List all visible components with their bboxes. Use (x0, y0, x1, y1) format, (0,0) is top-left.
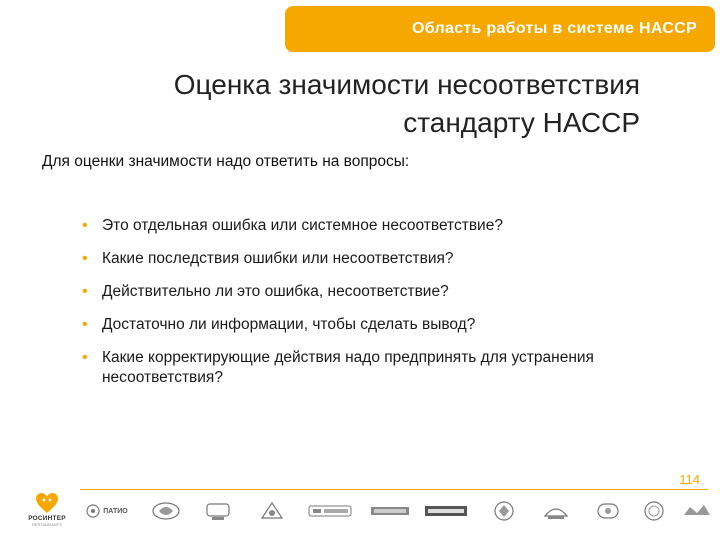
partner-logo (536, 498, 576, 524)
page-title-line-1: Оценка значимости несоответствия (173, 69, 640, 100)
list-item (80, 315, 680, 335)
header-bar (285, 6, 715, 52)
brand-name: РОСИНТЕР (28, 515, 66, 522)
intro-text: Для оценки значимости надо ответить на вопросы: (42, 153, 410, 170)
partner-logo (368, 498, 412, 524)
partner-logo (420, 498, 472, 524)
list-item-text: Действительно ли это ошибка, несоответствие? (102, 283, 449, 300)
partner-logo (145, 498, 187, 524)
bullet-icon: • (82, 316, 88, 333)
list-item (80, 216, 680, 236)
brand-logo (22, 492, 72, 536)
list-item-text: Это отдельная ошибка или системное несоответствие? (102, 217, 503, 234)
partner-logo (588, 498, 628, 524)
page-title (40, 66, 640, 142)
partner-logo-icon (424, 503, 468, 519)
partner-logo-icon (542, 500, 570, 522)
partner-logo-icon (370, 503, 410, 519)
header-title: Область работы в системе НАССР (412, 20, 697, 37)
brand-subtitle: RESTAURANTS (32, 522, 62, 527)
partner-label: ПАТИО (103, 507, 128, 515)
partner-logo-icon (490, 500, 518, 522)
partner-logo-icon (258, 500, 286, 522)
bullet-icon: • (82, 250, 88, 267)
partner-logo-icon (204, 500, 232, 522)
footer (0, 492, 720, 540)
bullet-icon: • (82, 349, 88, 366)
partner-logo (82, 498, 132, 524)
partner-logo-icon (594, 500, 622, 522)
heart-logo-icon (35, 492, 59, 514)
bullet-icon: • (82, 283, 88, 300)
partner-logo (636, 498, 672, 524)
partner-logo-icon (86, 504, 100, 518)
partner-logo (252, 498, 292, 524)
page-number: 114 (679, 472, 700, 487)
question-list (80, 216, 680, 401)
list-item (80, 249, 680, 269)
page-title-line-2: стандарту НАССР (403, 107, 640, 138)
partner-logo-icon (682, 501, 712, 521)
list-item (80, 348, 680, 388)
list-item-text: Достаточно ли информации, чтобы сделать вывод? (102, 316, 476, 333)
bullet-icon: • (82, 217, 88, 234)
partner-logo (198, 498, 238, 524)
footer-divider (80, 489, 708, 490)
partner-logo (680, 498, 714, 524)
partner-logo (304, 498, 356, 524)
list-item-text: Какие последствия ошибки или несоответствия? (102, 250, 454, 267)
partner-logo-icon (641, 500, 667, 522)
partner-logo-icon (151, 501, 181, 521)
partner-logo-icon (308, 503, 352, 519)
list-item-text: Какие корректирующие действия надо предпринять для устранения несоответствия? (102, 349, 594, 386)
partner-logo (484, 498, 524, 524)
list-item (80, 282, 680, 302)
